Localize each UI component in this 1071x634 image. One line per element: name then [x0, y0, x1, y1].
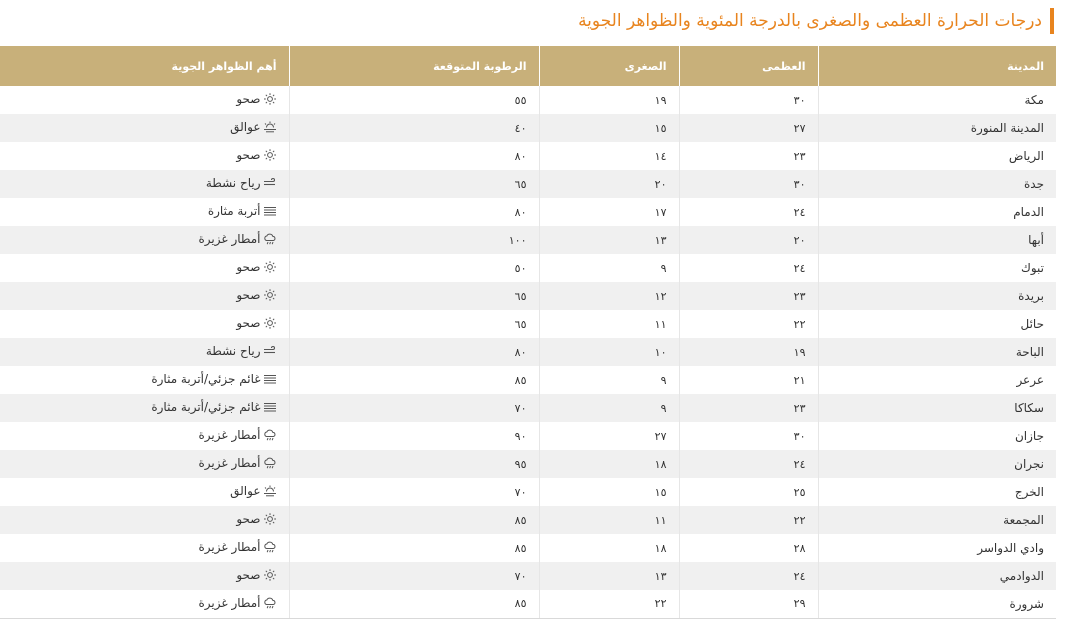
phenomenon-cell — [0, 198, 289, 226]
humidity-cell — [289, 198, 539, 226]
phenomenon — [236, 568, 276, 582]
humidity-cell — [289, 142, 539, 170]
wind-icon — [263, 177, 277, 189]
dust-icon — [263, 373, 277, 385]
phenomenon-text: أمطار غزيرة — [198, 595, 261, 610]
phenomenon — [230, 484, 276, 498]
phenomenon — [236, 148, 276, 162]
phenomenon — [236, 92, 276, 106]
min-temp-cell — [539, 282, 679, 310]
phenomenon-text: أمطار غزيرة — [198, 232, 261, 246]
max-temp-cell — [679, 310, 818, 338]
humidity-value: ٨٥ — [514, 373, 527, 387]
phenomenon — [198, 596, 276, 610]
phenomenon-text: أمطار غزيرة — [198, 428, 261, 442]
min-temp-cell — [539, 422, 679, 450]
humidity-value: ٧٠ — [514, 569, 527, 583]
phenomenon-text: رياح نشطة — [205, 176, 261, 190]
phenomenon-text: رياح نشطة — [205, 344, 261, 358]
city-name: شرورة — [1009, 596, 1044, 611]
min-temp-cell — [539, 86, 679, 114]
max-temp: ٣٠ — [793, 177, 806, 191]
max-temp-cell — [679, 338, 818, 366]
phenomenon-text: غائم جزئي/أتربة مثارة — [151, 372, 261, 386]
phenomenon — [206, 176, 277, 190]
phenomenon — [236, 260, 276, 274]
city-cell — [818, 506, 1056, 534]
phenomenon-cell — [0, 170, 289, 198]
max-temp: ١٩ — [793, 345, 806, 359]
phenomenon-cell — [0, 590, 289, 618]
humidity-cell — [289, 394, 539, 422]
max-temp: ٢٣ — [793, 149, 806, 163]
phenomenon — [151, 372, 276, 386]
rain-icon — [263, 429, 277, 441]
phenomenon-text: صحو — [236, 568, 261, 582]
max-temp: ٢٢ — [793, 317, 806, 331]
phenomenon-cell — [0, 450, 289, 478]
phenomenon-cell — [0, 142, 289, 170]
max-temp: ٢٠ — [793, 233, 806, 247]
phenomenon-text: صحو — [236, 512, 261, 526]
rain-icon — [263, 233, 277, 245]
phenomenon-cell — [0, 478, 289, 506]
max-temp-cell — [679, 198, 818, 226]
phenomenon-cell — [0, 226, 289, 254]
phenomenon — [236, 288, 276, 302]
phenomenon-text: عوالق — [230, 120, 261, 134]
sun-icon — [263, 93, 277, 105]
min-temp-cell — [539, 142, 679, 170]
humidity-cell — [289, 422, 539, 450]
header-city: المدينة — [818, 46, 1056, 86]
sun-icon — [263, 513, 277, 525]
humidity-value: ٨٠ — [514, 345, 527, 359]
city-cell — [818, 366, 1056, 394]
min-temp-cell — [539, 562, 679, 590]
phenomenon-cell — [0, 254, 289, 282]
min-temp: ١٠ — [654, 345, 667, 359]
city-cell — [818, 562, 1056, 590]
min-temp: ١٥ — [654, 485, 667, 499]
phenomenon — [236, 512, 276, 526]
humidity-cell — [289, 562, 539, 590]
city-name: عرعر — [1016, 373, 1044, 387]
header-row — [0, 46, 1056, 86]
page-title-row — [578, 8, 1054, 34]
table-row — [0, 142, 1056, 170]
phenomenon-cell — [0, 534, 289, 562]
table-row — [0, 338, 1056, 366]
phenomenon — [198, 428, 276, 442]
city-name: جازان — [1014, 429, 1044, 443]
city-name: حائل — [1020, 317, 1044, 331]
humidity-value: ٧٠ — [514, 485, 527, 499]
humidity-cell — [289, 534, 539, 562]
humidity-cell — [289, 226, 539, 254]
min-temp: ١٥ — [654, 121, 667, 135]
min-temp-cell — [539, 506, 679, 534]
city-name: تبوك — [1020, 261, 1044, 275]
min-temp: ١٨ — [654, 541, 667, 555]
phenomenon-cell — [0, 338, 289, 366]
humidity-value: ٥٠ — [514, 261, 527, 275]
sun-icon — [263, 289, 277, 301]
city-cell — [818, 450, 1056, 478]
max-temp: ٢٢ — [793, 513, 806, 527]
min-temp: ١٤ — [654, 149, 667, 163]
city-cell — [818, 198, 1056, 226]
city-cell — [818, 282, 1056, 310]
min-temp-cell — [539, 226, 679, 254]
phenomenon-cell — [0, 506, 289, 534]
phenomenon — [198, 456, 276, 470]
humidity-value: ٨٥ — [514, 541, 527, 555]
max-temp-cell — [679, 534, 818, 562]
city-name: الباحة — [1015, 345, 1044, 359]
dust-icon — [263, 401, 277, 413]
min-temp: ١٣ — [654, 569, 667, 583]
phenomenon-cell — [0, 114, 289, 142]
table-row — [0, 226, 1056, 254]
table-row — [0, 114, 1056, 142]
phenomenon — [198, 232, 276, 246]
phenomenon-text: أتربة مثارة — [207, 204, 261, 218]
humidity-cell — [289, 170, 539, 198]
humidity-cell — [289, 254, 539, 282]
city-name: أبها — [1028, 233, 1044, 247]
city-cell — [818, 394, 1056, 422]
header-min: الصغرى — [539, 46, 679, 86]
city-cell — [818, 534, 1056, 562]
min-temp: ١٢ — [654, 289, 667, 303]
weather-table — [0, 46, 1056, 619]
min-temp-cell — [539, 338, 679, 366]
table-row — [0, 534, 1056, 562]
min-temp: ٩ — [660, 373, 667, 387]
max-temp: ٢٣ — [793, 289, 806, 303]
city-name: سكاكا — [1014, 401, 1044, 415]
city-cell — [818, 338, 1056, 366]
phenomenon — [151, 400, 276, 414]
phenomenon-cell — [0, 86, 289, 114]
max-temp-cell — [679, 506, 818, 534]
table-row — [0, 422, 1056, 450]
humidity-cell — [289, 506, 539, 534]
city-cell — [818, 86, 1056, 114]
min-temp: ٩ — [660, 261, 667, 275]
max-temp-cell — [679, 590, 818, 618]
haze-icon — [263, 121, 277, 133]
city-cell — [818, 226, 1056, 254]
table-row — [0, 450, 1056, 478]
phenomenon-text: عوالق — [230, 484, 261, 498]
min-temp: ١١ — [654, 317, 667, 331]
page-title: درجات الحرارة العظمى والصغرى بالدرجة المئوية والظواهر الجوية — [578, 11, 1042, 31]
min-temp: ٢٠ — [654, 177, 667, 191]
humidity-cell — [289, 282, 539, 310]
sun-icon — [263, 569, 277, 581]
table-row — [0, 366, 1056, 394]
city-name: جدة — [1023, 177, 1044, 191]
min-temp-cell — [539, 254, 679, 282]
table-row — [0, 562, 1056, 590]
city-name: المدينة المنورة — [970, 121, 1044, 135]
phenomenon — [198, 540, 276, 554]
min-temp: ١٨ — [654, 457, 667, 471]
city-cell — [818, 254, 1056, 282]
max-temp: ٢٤ — [793, 205, 806, 219]
city-name: نجران — [1014, 457, 1044, 471]
dust-icon — [263, 205, 277, 217]
table-row — [0, 394, 1056, 422]
max-temp: ٢٤ — [793, 569, 806, 583]
humidity-value: ٦٥ — [514, 317, 527, 331]
max-temp: ٢٥ — [793, 485, 806, 499]
min-temp-cell — [539, 590, 679, 618]
phenomenon — [236, 316, 276, 330]
humidity-cell — [289, 366, 539, 394]
max-temp: ٢٣ — [793, 401, 806, 415]
humidity-cell — [289, 310, 539, 338]
min-temp: ٩ — [660, 401, 667, 415]
table-row — [0, 590, 1056, 618]
humidity-value: ٧٠ — [514, 401, 527, 415]
header-phenomena: أهم الظواهر الجوية — [171, 59, 277, 73]
max-temp: ٢٤ — [793, 261, 806, 275]
humidity-cell — [289, 590, 539, 618]
table-row — [0, 282, 1056, 310]
min-temp-cell — [539, 310, 679, 338]
min-temp: ١١ — [654, 513, 667, 527]
city-cell — [818, 478, 1056, 506]
phenomenon-text: صحو — [236, 148, 261, 162]
humidity-value: ٩٠ — [514, 429, 527, 443]
phenomenon-text: أمطار غزيرة — [198, 456, 261, 470]
city-name: الدوادمي — [999, 569, 1044, 583]
max-temp: ٢٧ — [793, 121, 806, 135]
sun-icon — [263, 261, 277, 273]
table-header — [0, 46, 1056, 86]
phenomenon — [230, 120, 276, 134]
max-temp-cell — [679, 450, 818, 478]
max-temp-cell — [679, 366, 818, 394]
phenomenon-cell — [0, 366, 289, 394]
table-row — [0, 478, 1056, 506]
rain-icon — [263, 457, 277, 469]
sun-icon — [263, 317, 277, 329]
table-row — [0, 198, 1056, 226]
table-body — [0, 86, 1056, 618]
max-temp-cell — [679, 394, 818, 422]
city-name: الرياض — [1008, 149, 1044, 163]
max-temp-cell — [679, 562, 818, 590]
min-temp-cell — [539, 170, 679, 198]
humidity-value: ٨٠ — [514, 149, 527, 163]
max-temp: ٢١ — [793, 373, 806, 387]
phenomenon-cell — [0, 282, 289, 310]
max-temp-cell — [679, 422, 818, 450]
max-temp: ٢٨ — [793, 541, 806, 555]
max-temp-cell — [679, 86, 818, 114]
max-temp-cell — [679, 114, 818, 142]
wind-icon — [263, 345, 277, 357]
humidity-value: ٦٥ — [514, 177, 527, 191]
humidity-cell — [289, 478, 539, 506]
city-name: المجمعة — [1003, 513, 1044, 527]
min-temp: ٢٢ — [654, 597, 667, 611]
max-temp-cell — [679, 142, 818, 170]
max-temp: ٢٤ — [793, 457, 806, 471]
city-name: الدمام — [1013, 205, 1044, 219]
phenomenon-cell — [0, 394, 289, 422]
humidity-value: ١٠٠ — [508, 233, 527, 247]
phenomenon-cell — [0, 422, 289, 450]
humidity-value: ٥٥ — [514, 93, 527, 107]
min-temp: ١٣ — [654, 233, 667, 247]
city-cell — [818, 310, 1056, 338]
humidity-value: ٤٠ — [514, 121, 527, 135]
min-temp-cell — [539, 394, 679, 422]
min-temp-cell — [539, 114, 679, 142]
humidity-value: ٨٠ — [514, 205, 527, 219]
city-name: الخرج — [1014, 485, 1044, 499]
phenomenon-text: صحو — [236, 316, 261, 330]
phenomenon-text: صحو — [236, 260, 261, 274]
max-temp-cell — [679, 254, 818, 282]
phenomenon — [208, 204, 277, 218]
max-temp: ٢٩ — [793, 597, 806, 611]
rain-icon — [263, 597, 277, 609]
humidity-cell — [289, 86, 539, 114]
city-name: بريدة — [1018, 289, 1044, 303]
min-temp-cell — [539, 198, 679, 226]
phenomenon-cell — [0, 562, 289, 590]
city-cell — [818, 170, 1056, 198]
min-temp-cell — [539, 478, 679, 506]
max-temp-cell — [679, 282, 818, 310]
humidity-value: ٩٥ — [514, 457, 527, 471]
city-cell — [818, 590, 1056, 618]
humidity-value: ٨٥ — [514, 513, 527, 527]
phenomenon — [206, 344, 277, 358]
header-max: العظمى — [679, 46, 818, 86]
city-cell — [818, 142, 1056, 170]
city-name: مكة — [1024, 93, 1044, 107]
humidity-value: ٨٥ — [514, 597, 527, 611]
table-row — [0, 506, 1056, 534]
min-temp-cell — [539, 534, 679, 562]
title-accent-bar — [1050, 8, 1054, 34]
min-temp-cell — [539, 366, 679, 394]
table-row — [0, 86, 1056, 114]
humidity-value: ٦٥ — [514, 289, 527, 303]
haze-icon — [263, 485, 277, 497]
sun-icon — [263, 149, 277, 161]
table-row — [0, 310, 1056, 338]
rain-icon — [263, 541, 277, 553]
min-temp-cell — [539, 450, 679, 478]
min-temp: ٢٧ — [654, 429, 667, 443]
max-temp: ٣٠ — [793, 93, 806, 107]
max-temp: ٣٠ — [793, 429, 806, 443]
city-cell — [818, 114, 1056, 142]
phenomenon-text: صحو — [236, 288, 261, 302]
header-humidity: الرطوبة المتوقعة — [289, 46, 539, 86]
phenomenon-text: أمطار غزيرة — [198, 540, 261, 554]
humidity-cell — [289, 114, 539, 142]
max-temp-cell — [679, 478, 818, 506]
city-cell — [818, 422, 1056, 450]
min-temp: ١٩ — [654, 93, 667, 107]
phenomenon-text: صحو — [236, 92, 261, 106]
phenomenon-cell — [0, 310, 289, 338]
humidity-cell — [289, 338, 539, 366]
table-row — [0, 170, 1056, 198]
max-temp-cell — [679, 170, 818, 198]
city-name: وادي الدواسر — [977, 541, 1044, 555]
max-temp-cell — [679, 226, 818, 254]
phenomenon-text: غائم جزئي/أتربة مثارة — [151, 400, 261, 414]
min-temp: ١٧ — [654, 205, 667, 219]
table-row — [0, 254, 1056, 282]
humidity-cell — [289, 450, 539, 478]
